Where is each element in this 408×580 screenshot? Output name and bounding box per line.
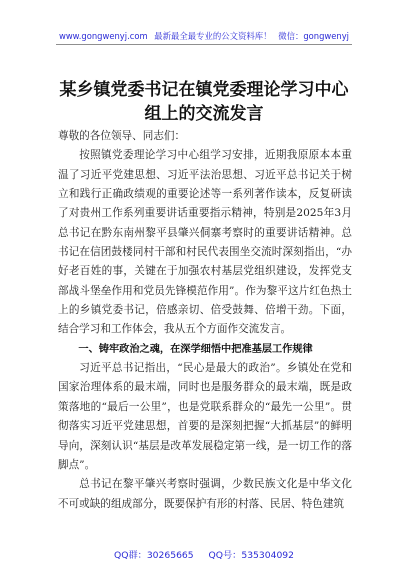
document-body <box>58 127 352 514</box>
body-paragraph: 总书记在黎平肇兴考察时强调，少数民族文化是中华文化不可或缺的组成部分，既要保护有形的村落、民居、特色建筑 <box>58 478 352 510</box>
header-divider <box>56 44 352 45</box>
footer-qq-group: QQ群：30265665 <box>114 550 194 561</box>
header-slogan: 最新最全最专业的公文资料库！ <box>154 31 272 41</box>
header-wechat: 微信：gongwenyj <box>278 31 350 41</box>
footer-qq-number: QQ号：535304092 <box>208 550 294 561</box>
body-paragraph: 按照镇党委理论学习中心组学习安排，近期我原原本本重温了习近平党建思想、习近平法治思想、习近平总书记关于树立和践行正确政绩观的重要论述等一系列著作读本，反复研读了对贵州工作系列重要讲话重要指示精神，特别是2025年3月总书记在黔东南州黎平县肇兴侗寨考察时的重要讲话精神。总书记在信团鼓楼同村干部和村民代表围坐交流时深刻指出，“办好老百姓的事，关键在于加强农村基层党组织建设，发挥党支部战斗堡垒作用和党员先锋模范作用”。作为黎平这片红色热土上的乡镇党委书记，倍感亲切、倍受鼓舞、倍增干劲。下面，结合学习和工作体会，我从五个方面作交流发言。 <box>58 149 352 336</box>
salutation: 尊敬的各位领导、同志们： <box>58 130 186 142</box>
header-site-link[interactable]: www.gongwenyj.com <box>58 31 148 41</box>
page-header <box>0 30 408 42</box>
document-title: 某乡镇党委书记在镇党委理论学习中心组上的交流发言 <box>59 80 349 124</box>
page-footer <box>0 550 408 562</box>
body-paragraph: 习近平总书记指出，“民心是最大的政治”。乡镇处在党和国家治理体系的最末端，同时也是服务群众的最末端，既是政策落地的“最后一公里”，也是党联系群众的“最先一公里”。贯彻落实习近平党建思想，首要的是深刻把握“大抓基层”的鲜明导向，深刻认识“基层是改革发展稳定第一线，是一切工作的落脚点”。 <box>58 362 352 471</box>
section-heading: 一、铸牢政治之魂，在深学细悟中把准基层工作规律 <box>78 343 313 355</box>
